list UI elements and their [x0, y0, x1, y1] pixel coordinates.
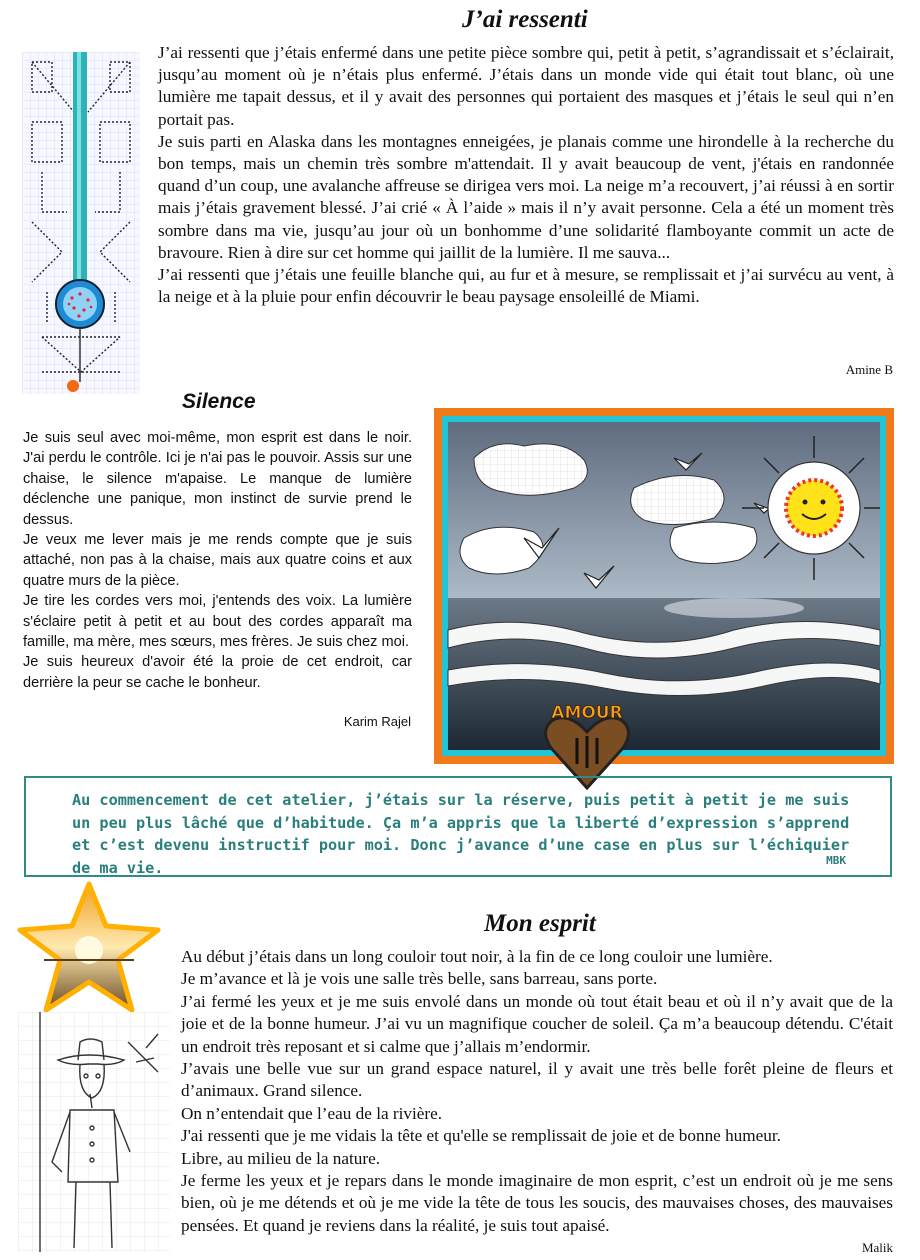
- heart-amour-label: AMOUR: [551, 703, 623, 723]
- article2-paragraph: Je tire les cordes vers moi, j'entends des voix. La lumière s'éclaire petit à petit et au bout des cordes apparaît ma famille, ma mère, mes sœurs, mes frères. Je suis chez moi.: [23, 593, 412, 651]
- article1-paragraph: J’ai ressenti que j’étais enfermé dans une petite pièce sombre qui, petit à petit, s’agrandissait et s’éclairait, jusqu’au moment où je n’étais plus enfermé. J’étais dans un monde vide qui était tout blanc, où une lumière me tapait dessus, et il y avait des personnes qui portaient des masques et j’étais le seul qui n’en portait pas.: [158, 43, 894, 129]
- article3-title: Mon esprit: [484, 910, 596, 937]
- article3-paragraph: J’avais une belle vue sur un grand espace naturel, il y avait une très belle forêt pleine de fleurs et d’animaux. Grand silence.: [181, 1059, 893, 1101]
- article2-body: [23, 428, 412, 693]
- article1-body: [158, 42, 894, 308]
- quote-text: Au commencement de cet atelier, j’étais sur la réserve, puis petit à petit je me suis un peu plus lâché que d’habitude. Ça m’a appris que la liberté d’expression s’apprend et c’est devenu instructif pour moi. Donc j’avance d’une case en plus sur l’échiquier de ma vie.: [72, 791, 850, 877]
- article3-paragraph: Libre, au milieu de la nature.: [181, 1148, 381, 1168]
- quote-author: MBK: [826, 854, 846, 867]
- article3-author: Malik: [861, 1240, 893, 1255]
- article2-paragraph: Je suis heureux d'avoir été la proie de cet endroit, car derrière la peur se cache le bonheur.: [23, 654, 412, 691]
- article3-paragraph: Au début j’étais dans un long couloir tout noir, à la fin de ce long couloir une lumière.: [181, 947, 773, 966]
- article1-paragraph: Je suis parti en Alaska dans les montagnes enneigées, je planais comme une hirondelle à la recherche du bon temps, mais un chemin très sombre m'attendait. Il y avait beaucoup de vent, j'étais en randonnée quand d’un coup, une avalanche affreuse se dirigea vers moi. La neige m’a recouvert, j’ai réussi à en sortir mais j’étais gravement blessé. J’ai crié « À l’aide » mais il n’y avait personne. Cela a été un moment très sombre dans ma vie, jusqu’au jour où un bonhomme d’une solidarité flamboyante commit un acte de bravoure. Rien à dire sur cet homme qui jaillit de la lumière. Il me sauva...: [158, 131, 894, 262]
- article3-paragraph: Je m’avance et là je vois une salle très belle, sans barreau, sans porte.: [181, 969, 658, 989]
- article1-title: J’ai ressenti: [462, 6, 588, 33]
- article2-author: Karim Rajel: [343, 714, 411, 729]
- article3-paragraph: Je ferme les yeux et je repars dans le monde imaginaire de mon esprit, c’est un endroit où je me sens bien, où je me détends et où je me vide la tête de tous les soucis, des mauvaises choses, des mauvaises pensées. Et quand je reviens dans la réalité, je suis tout apaisé.: [181, 1171, 893, 1235]
- article1-paragraph: J’ai ressenti que j’étais une feuille blanche qui, au fur et à mesure, se remplissait et j’ai survécu au vent, à la neige et à la pluie pour enfin découvrir le beau paysage ensoleillé de Miami.: [158, 265, 894, 307]
- article3-body: [181, 946, 893, 1237]
- article2-title: Silence: [182, 390, 256, 413]
- sketch-cowboy-illustration: [18, 1012, 170, 1252]
- seascape-artwork: [434, 408, 894, 764]
- article3-paragraph: J'ai ressenti que je me vidais la tête et qu'elle se remplissait de joie et de bonne humeur.: [181, 1126, 781, 1146]
- article3-paragraph: J’ai fermé les yeux et je me suis envolé dans un monde où tout était beau et où il n’y avait que de la joie et de la bonne humeur. J’ai vu un magnifique coucher de soleil. Ça m’a beaucoup détendu. C'était un endroit très reposant et si calme que j’allais m’endormir.: [181, 991, 893, 1056]
- article3-paragraph: On n’entendait que l’eau de la rivière.: [181, 1103, 443, 1123]
- grid-drawing-illustration: [22, 52, 140, 394]
- quote-box: [24, 776, 892, 877]
- article2-paragraph: Je veux me lever mais je me rends compte que je suis attaché, non pas à la chaise, mais aux quatre coins et aux quatre murs de la pièce.: [23, 532, 412, 589]
- star-sunset-icon: [14, 880, 164, 1015]
- article1-author: Amine B: [845, 362, 893, 377]
- article2-paragraph: Je suis seul avec moi-même, mon esprit est dans le noir. J'ai perdu le contrôle. Ici je n'ai pas le pouvoir. Assis sur une chaise, le silence m'apaise. Le manque de lumière déclenche une panique, mon instinct de survie prend le dessus.: [23, 430, 412, 528]
